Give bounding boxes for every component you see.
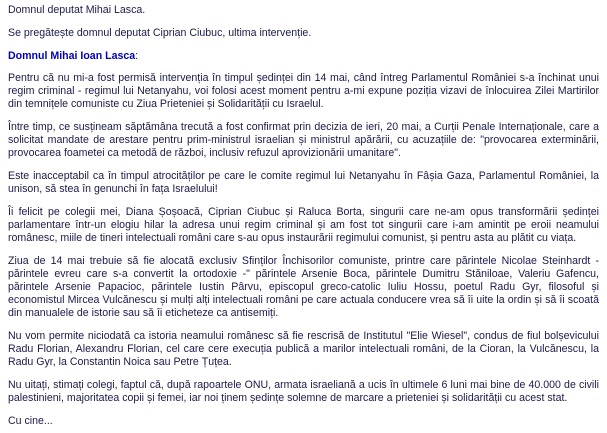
paragraph-7: Nu uitați, stimați colegi, faptul că, după rapoartele ONU, armata israeliană a ucis în ultimele 6 luni mai bine de 40.000 de civili palestinieni, majoritatea copii și femei, iar noi ținem ședințe solemne de marcare a prieteniei și solidarității cu acest stat. xyxy=(8,379,599,404)
paragraph-3: Este inacceptabil ca în timpul atrocităților pe care le comite regimul lui Netanyahu în Fâșia Gaza, Parlamentul României, la unison, să stea în genunchi în fața Israelului! xyxy=(8,170,599,195)
paragraph-4: Îi felicit pe colegii mei, Diana Șoșoacă, Ciprian Ciubuc și Raluca Borta, singurii care ne-am opus transformării ședinței parlamentare într-un elogiu hilar la adresa unui regim criminal și am fost tot singurii care i-am amintit pe eroii neamului românesc, miile de tineri intelectuali români care s-au opus instaurării regimului comunist, și pentru asta au plătit cu viața. xyxy=(8,206,599,244)
intro-line-2: Se pregătește domnul deputat Ciprian Ciubuc, ultima intervenție. xyxy=(8,27,312,39)
intro-line-1: Domnul deputat Mihai Lasca. xyxy=(8,4,146,16)
speaker-heading xyxy=(8,50,599,63)
paragraph-6: Nu vom permite niciodată ca istoria neamului românesc să fie rescrisă de Institutul "Elie Wiesel", condus de fiul bolșevicului Radu Florian, Alexandru Florian, cel care cere execuția publică a marilor intelectuali români, de la Cioran, la Vulcănescu, la Radu Gyr, la Constantin Noica sau Petre Țuțea. xyxy=(8,330,599,368)
speaker-colon: : xyxy=(135,50,139,62)
speaker-name: Domnul Mihai Ioan Lasca xyxy=(8,50,136,62)
paragraph-2: Între timp, ce susțineam săptămâna trecută a fost confirmat prin decizia de ieri, 20 mai, a Curții Penale Internaționale, care a solicitat mandate de arestare pentru prim-ministrul israelian și ministrul apărării, cu acuzațiile de: "provocarea exterminării, provocarea foametei ca metodă de război, inclusiv refuzul aprovizionării umanitare". xyxy=(8,121,599,159)
paragraph-1: Pentru că nu mi-a fost permisă intervenția în timpul ședinței din 14 mai, când întreg Parlamentul României s-a închinat unui regim criminal - regimul lui Netanyahu, voi folosi acest moment pentru a-mi expune poziția vizavi de înlocuirea Zilei Martirilor din temnițele comuniste cu Ziua Prieteniei și Solidarității cu Israelul. xyxy=(8,72,599,110)
paragraph-5: Ziua de 14 mai trebuie să fie alocată exclusiv Sfinților Închisorilor comuniste, printre care părintele Nicolae Steinhardt - părintele evreu care s-a convertit la ortodoxie -" părintele Arsenie Boca, părintele Dumitru Stăniloae, Valeriu Gafencu, părintele Arsenie Papacioc, părintele Iustin Pârvu, episcopul greco-catolic Iuliu Hossu, poetul Radu Gyr, filosoful și economistul Mircea Vulcănescu și mulți alți intelectuali români pe care actuala conducere vrea să îi uite la ordin și să îi scoată din manualele de istorie sau să îi eticheteze ca antisemiți. xyxy=(8,255,599,319)
paragraph-8: Cu cine... xyxy=(8,415,53,427)
